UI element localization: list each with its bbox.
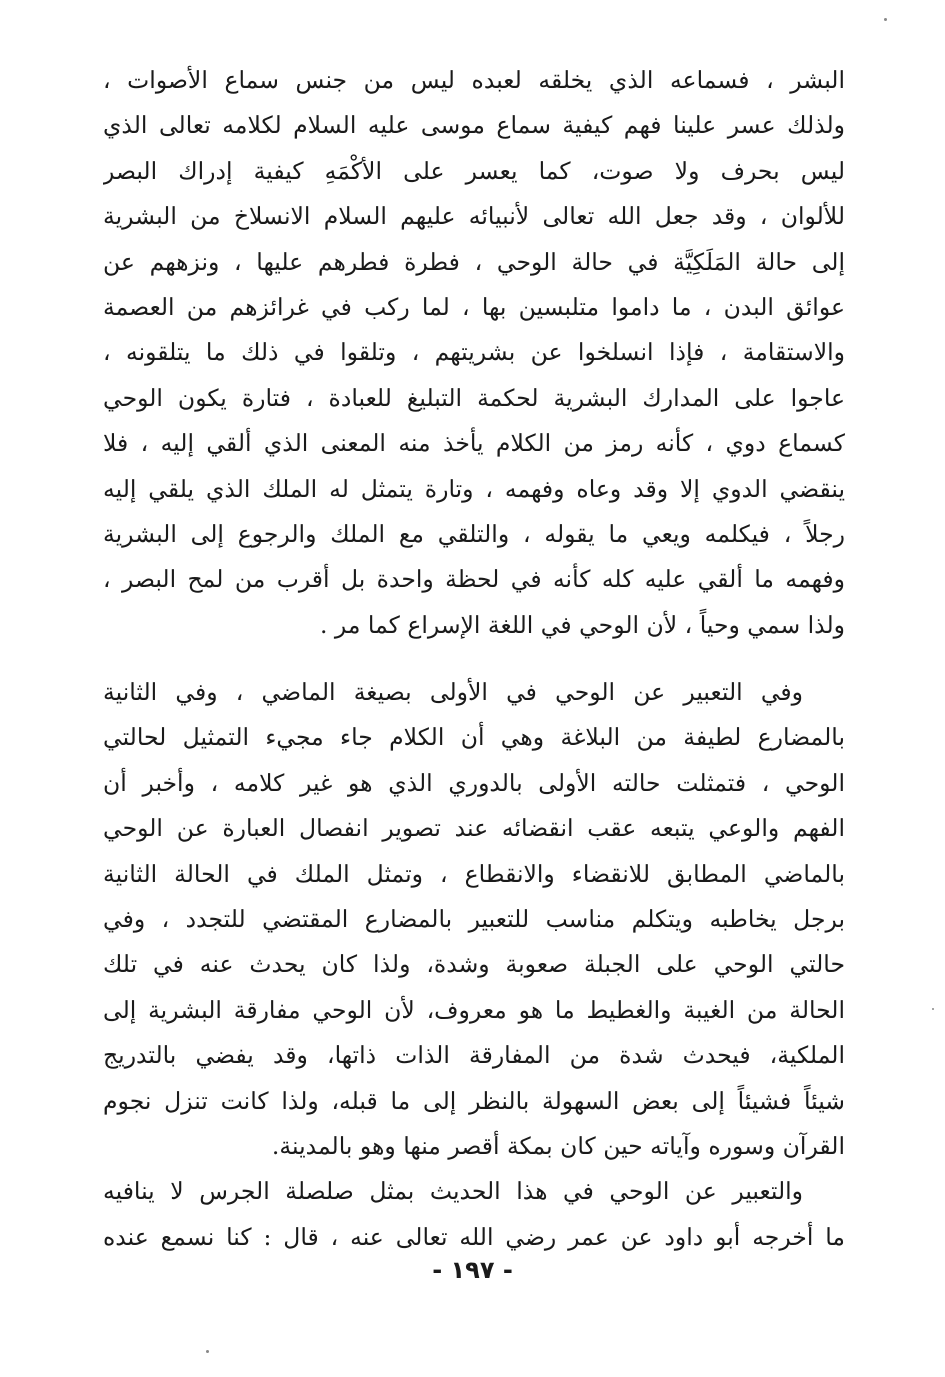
text-line: كسماع دوي ، كأنه رمز من الكلام يأخذ منه المعنى الذي ألقي إليه ، فلا xyxy=(103,429,845,458)
paragraph-gap xyxy=(103,648,845,670)
text-line: ما أخرجه أبو داود عن عمر رضي الله تعالى عنه ، قال : كنا نسمع عنده xyxy=(103,1222,845,1251)
text-line: بالمضارع لطيفة من البلاغة وهي أن الكلام جاء مجيء التمثيل لحالتي xyxy=(103,723,845,752)
paragraph-2 xyxy=(103,670,845,1169)
text-line: ينقضي الدوي إلا وقد وعاه وفهمه ، وتارة يتمثل له الملك الذي يلقي إليه xyxy=(103,474,845,503)
text-line: رجلاً ، فيكلمه ويعي ما يقوله ، والتلقي مع الملك والرجوع إلى البشرية xyxy=(103,519,845,548)
text-line: البشر ، فسماعه الذي يخلقه لعبده ليس من جنس سماع الأصوات ، xyxy=(103,66,845,94)
text-line: حالتي الوحي على الجبلة صعوبة وشدة، ولذا كان يحدث عنه في تلك xyxy=(103,950,845,979)
text-line: ليس بحرف ولا صوت، كما يعسر على الأكْمَهِ كيفية إدراك البصر xyxy=(103,156,845,185)
page-body xyxy=(103,58,845,1260)
text-line: وفهمه ما ألقي عليه كله كأنه في لحظة واحدة بل أقرب من لمح البصر ، xyxy=(103,565,845,594)
text-line: الحالة من الغيبة والغطيط ما هو معروف، لأن الوحي مفارقة البشرية إلى xyxy=(103,995,845,1024)
paragraph-3 xyxy=(103,1169,845,1260)
scan-speck xyxy=(884,18,887,21)
text-line: ولذلك عسر علينا فهم كيفية سماع موسى عليه السلام لكلامه تعالى الذي xyxy=(103,111,845,140)
text-line: الفهم والوعي يتبعه عقب انقضائه عند تصوير انفصال العبارة عن الوحي xyxy=(103,814,845,843)
text-line: عوائق البدن ، ما داموا متلبسين بها ، لما ركب في غرائزهم من العصمة xyxy=(103,292,845,321)
text-line: عاجوا على المدارك البشرية لحكمة التبليغ للعبادة ، فتارة يكون الوحي xyxy=(103,383,845,412)
scan-speck xyxy=(932,1008,934,1010)
text-line: إلى حالة المَلَكِيَّة في حالة الوحي ، فطرة فطرهم عليها ، ونزههم عن xyxy=(103,247,845,276)
text-line: والاستقامة ، فإذا انسلخوا عن بشريتهم ، وتلقوا في ذلك ما يتلقونه ، xyxy=(103,338,845,367)
paragraph-1 xyxy=(103,58,845,648)
scan-speck xyxy=(206,1350,209,1353)
text-line: الوحي ، فتمثلت حالته الأولى بالدوري الذي هو غير كلامه ، وأخبر أن xyxy=(103,768,845,797)
text-line: الملكية، فيحدث شدة من المفارقة الذات ذاتها، وقد يفضي بالتدريج xyxy=(103,1041,845,1070)
text-line: للألوان ، وقد جعل الله تعالى لأنبيائه عليهم السلام الانسلاخ من البشرية xyxy=(103,202,845,231)
text-line: والتعبير عن الوحي في هذا الحديث بمثل صلصلة الجرس لا ينافيه xyxy=(103,1177,803,1206)
text-line: القرآن وسوره وآياته حين كان بمكة أقصر منها وهو بالمدينة. xyxy=(271,1131,845,1160)
text-line: ولذا سمي وحياً ، لأن الوحي في اللغة الإسراع كما مر . xyxy=(319,610,845,639)
text-line: شيئاً فشيئاً إلى بعض السهولة بالنظر إلى ما قبله، ولذا كانت تنزل نجوم xyxy=(103,1086,845,1115)
page-number: - ١٩٧ - xyxy=(432,1256,513,1284)
text-line: بالماضي المطابق للانقضاء والانقطاع ، وتمثل الملك في الحالة الثانية xyxy=(103,859,845,888)
text-line: وفي التعبير عن الوحي في الأولى بصيغة الماضي ، وفي الثانية xyxy=(103,678,803,707)
text-line: برجل يخاطبه ويتكلم مناسب للتعبير بالمضارع المقتضي للتجدد ، وفي xyxy=(103,905,845,934)
